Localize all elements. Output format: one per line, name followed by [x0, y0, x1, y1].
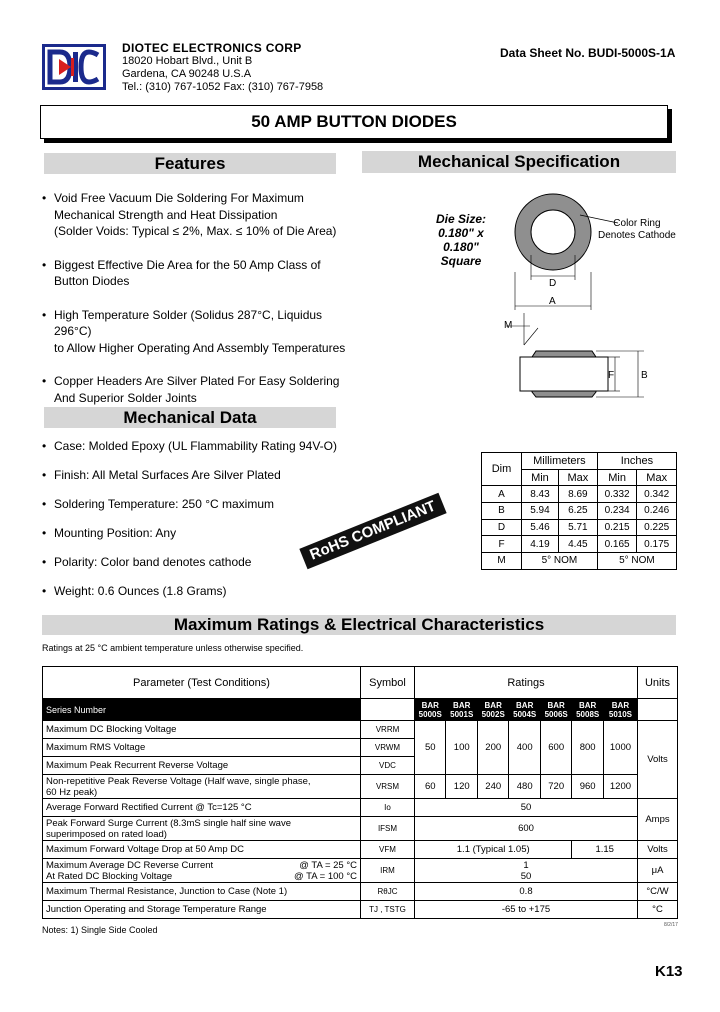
param-cell: Maximum DC Blocking Voltage — [43, 721, 361, 739]
address-line-1: 18020 Hobart Blvd., Unit B — [122, 55, 253, 67]
param-cell: Maximum Peak Recurrent Reverse Voltage — [43, 757, 361, 775]
param-text: At Rated DC Blocking Voltage — [46, 870, 173, 882]
symbol-cell: VRSM — [361, 775, 415, 799]
table-row — [43, 841, 678, 859]
param-line: Non-repetitive Peak Reverse Voltage (Half wave, single phase, — [46, 775, 311, 787]
company-name: DIOTEC ELECTRONICS CORP — [122, 41, 302, 55]
value-cell: 400 — [509, 721, 540, 775]
max-ratings-heading: Maximum Ratings & Electrical Characteristics — [42, 615, 676, 635]
feature-line: Mechanical Strength and Heat Dissipation — [54, 207, 278, 222]
dim-cell: F — [482, 536, 522, 553]
dim-f-label: F — [608, 370, 615, 381]
series-number-label: Series Number — [43, 699, 361, 721]
param-line: 60 Hz peak) — [46, 786, 98, 798]
die-size-line: Die Size: — [435, 212, 486, 226]
features-heading: Features — [44, 153, 336, 174]
value-cell — [415, 859, 638, 883]
dim-cell: 8.43 — [522, 486, 559, 503]
ratings-header: Ratings — [415, 667, 638, 699]
feature-line: • Copper Headers Are Silver Plated For Easy Soldering — [54, 374, 340, 388]
dim-cell: 4.19 — [522, 536, 559, 553]
value-cell: 960 — [572, 775, 603, 799]
document-title: 50 AMP BUTTON DIODES — [40, 105, 668, 139]
series-symbol-cell — [361, 699, 415, 721]
datasheet-number: Data Sheet No. BUDI-5000S-1A — [500, 46, 676, 60]
die-size-line: 0.180" x 0.180" — [438, 226, 484, 254]
feature-line: • Void Free Vacuum Die Soldering For Maximum — [54, 191, 304, 205]
unit-cell: °C/W — [638, 883, 678, 901]
param-cell: Maximum Thermal Resistance, Junction to Case (Note 1) — [43, 883, 361, 901]
mech-data-item: • Soldering Temperature: 250 °C maximum — [42, 496, 372, 513]
dim-cell: 5.94 — [522, 503, 559, 520]
feature-line: Button Diodes — [54, 274, 130, 288]
condition-text: @ TA = 100 °C — [294, 870, 357, 882]
features-list — [42, 190, 362, 406]
dim-a-label: A — [549, 296, 556, 307]
value-cell: 240 — [477, 775, 508, 799]
value-cell: 60 — [415, 775, 446, 799]
mech-data-item: • Weight: 0.6 Ounces (1.8 Grams) — [42, 583, 372, 600]
mm-header: Millimeters — [522, 453, 598, 470]
param-cell — [43, 817, 361, 841]
value-cell: 720 — [540, 775, 571, 799]
dim-cell: 4.45 — [558, 536, 597, 553]
value-line: 50 — [520, 870, 532, 882]
dim-cell: 0.175 — [637, 536, 677, 553]
dim-cell: 0.165 — [597, 536, 637, 553]
mech-data-item: • Case: Molded Epoxy (UL Flammability Rating 94V-O) — [42, 438, 372, 455]
value-cell: 600 — [415, 817, 638, 841]
button-body-side — [520, 357, 608, 391]
revision-code: 8/2/17 — [664, 922, 678, 928]
symbol-cell: RθJC — [361, 883, 415, 901]
feature-item — [42, 257, 362, 290]
dim-cell: A — [482, 486, 522, 503]
value-cell: 0.8 — [415, 883, 638, 901]
table-row — [43, 775, 678, 799]
table-row — [43, 721, 678, 739]
param-line: superimposed on rated load) — [46, 828, 167, 840]
dim-m-label: M — [504, 320, 513, 331]
die-size-line: Square — [440, 254, 482, 268]
param-line: Peak Forward Surge Current (8.3mS single half sine wave — [46, 817, 292, 829]
param-line — [46, 871, 357, 882]
param-text: Maximum Average DC Reverse Current — [46, 859, 214, 871]
symbol-cell: VRRM — [361, 721, 415, 739]
feature-line: (Solder Voids: Typical ≤ 2%, Max. ≤ 10% of Die Area) — [54, 224, 337, 238]
in-min-header: Min — [597, 469, 637, 486]
dim-cell: 6.25 — [558, 503, 597, 520]
table-row — [482, 553, 677, 570]
unit-cell: Volts — [638, 721, 678, 799]
condition-text: @ TA = 25 °C — [299, 859, 357, 871]
symbol-cell: VDC — [361, 757, 415, 775]
symbol-cell: VRWM — [361, 739, 415, 757]
dim-cell: 0.332 — [597, 486, 637, 503]
series-unit-cell — [638, 699, 678, 721]
unit-cell: °C — [638, 901, 678, 919]
unit-cell: μA — [638, 859, 678, 883]
value-cell: 480 — [509, 775, 540, 799]
feature-item — [42, 307, 362, 357]
table-row — [482, 503, 677, 520]
value-cell: 120 — [446, 775, 477, 799]
color-ring-line: Color Ring — [613, 218, 661, 229]
symbol-cell: IFSM — [361, 817, 415, 841]
dim-b-label: B — [641, 370, 648, 381]
value-cell: 50 — [415, 721, 446, 775]
param-line — [46, 860, 357, 871]
param-cell: Junction Operating and Storage Temperature Range — [43, 901, 361, 919]
param-cell: Average Forward Rectified Current @ Tc=125 °C — [43, 799, 361, 817]
feature-item — [42, 190, 362, 240]
symbol-header: Symbol — [361, 667, 415, 699]
mech-data-item: • Finish: All Metal Surfaces Are Silver Plated — [42, 467, 372, 484]
symbol-cell: VFM — [361, 841, 415, 859]
feature-line: to Allow Higher Operating And Assembly Temperatures — [54, 340, 346, 355]
feature-line: • High Temperature Solder (Solidus 287°C, Liquidus 296°C) — [54, 307, 323, 338]
table-row — [43, 817, 678, 841]
notes: Notes: 1) Single Side Cooled — [42, 925, 158, 935]
inches-header: Inches — [597, 453, 676, 470]
mech-spec-heading: Mechanical Specification — [362, 151, 676, 173]
address-line-2: Gardena, CA 90248 U.S.A — [122, 68, 252, 80]
rohs-badge: RoHS COMPLIANT — [299, 493, 446, 570]
die-size-label — [420, 212, 502, 268]
table-row — [43, 799, 678, 817]
table-row — [482, 536, 677, 553]
dim-d-label: D — [549, 278, 557, 289]
ratings-table — [42, 666, 678, 919]
mech-data-item: • Mounting Position: Any — [42, 525, 372, 542]
value-cell: 1.1 (Typical 1.05) — [415, 841, 572, 859]
dim-cell: D — [482, 519, 522, 536]
logo-graphic — [45, 47, 103, 87]
in-max-header: Max — [637, 469, 677, 486]
series-bar5010s: BAR 5010S — [603, 699, 637, 721]
dim-cell: M — [482, 553, 522, 570]
table-row — [43, 883, 678, 901]
symbol-cell: TJ , TSTG — [361, 901, 415, 919]
mech-data-list — [42, 438, 372, 600]
table-row — [482, 486, 677, 503]
unit-cell: Volts — [638, 841, 678, 859]
param-cell — [43, 775, 361, 799]
table-row — [482, 519, 677, 536]
dim-header: Dim — [482, 453, 522, 486]
dim-cell: 0.225 — [637, 519, 677, 536]
symbol-cell: IRM — [361, 859, 415, 883]
series-bar5008s: BAR 5008S — [572, 699, 603, 721]
feature-line: • Biggest Effective Die Area for the 50 Amp Class of — [54, 257, 321, 272]
value-cell: 800 — [572, 721, 603, 775]
table-row — [43, 859, 678, 883]
value-cell: -65 to +175 — [415, 901, 638, 919]
dim-cell: 5° NOM — [597, 553, 676, 570]
units-header: Units — [638, 667, 678, 699]
dim-cell: 5.71 — [558, 519, 597, 536]
dim-cell: 8.69 — [558, 486, 597, 503]
series-bar5004s: BAR 5004S — [509, 699, 540, 721]
mech-data-heading: Mechanical Data — [44, 407, 336, 428]
param-cell: Maximum Forward Voltage Drop at 50 Amp DC — [43, 841, 361, 859]
phone-fax: Tel.: (310) 767-1052 Fax: (310) 767-7958 — [122, 81, 324, 93]
dim-cell: 5° NOM — [522, 553, 598, 570]
feature-item — [42, 373, 362, 406]
series-bar5001s: BAR 5001S — [446, 699, 477, 721]
value-cell: 1000 — [603, 721, 637, 775]
dim-cell: 0.215 — [597, 519, 637, 536]
value-cell: 200 — [477, 721, 508, 775]
value-cell: 100 — [446, 721, 477, 775]
table-row — [43, 901, 678, 919]
symbol-cell: Io — [361, 799, 415, 817]
series-bar5002s: BAR 5002S — [477, 699, 508, 721]
feature-line: And Superior Solder Joints — [54, 390, 197, 405]
dim-cell: 0.234 — [597, 503, 637, 520]
param-cell: Maximum RMS Voltage — [43, 739, 361, 757]
dim-cell: B — [482, 503, 522, 520]
param-header: Parameter (Test Conditions) — [43, 667, 361, 699]
color-ring-line: Denotes Cathode — [598, 230, 676, 241]
series-bar5000s: BAR 5000S — [415, 699, 446, 721]
mm-max-header: Max — [558, 469, 597, 486]
dim-cell: 5.46 — [522, 519, 559, 536]
dimension-table — [481, 452, 677, 570]
series-bar5006s: BAR 5006S — [540, 699, 571, 721]
param-cell — [43, 859, 361, 883]
value-cell: 1200 — [603, 775, 637, 799]
page-number: K13 — [655, 963, 683, 980]
dim-cell: 0.246 — [637, 503, 677, 520]
value-line: 1 — [523, 859, 529, 871]
mech-data-item: • Polarity: Color band denotes cathode — [42, 554, 372, 571]
value-cell: 600 — [540, 721, 571, 775]
color-ring-label — [598, 218, 676, 242]
company-logo — [42, 44, 106, 90]
ratings-subnote: Ratings at 25 °C ambient temperature unless otherwise specified. — [42, 643, 304, 653]
value-cell: 50 — [415, 799, 638, 817]
value-cell: 1.15 — [572, 841, 638, 859]
button-inner-face — [531, 210, 575, 254]
dim-cell: 0.342 — [637, 486, 677, 503]
mm-min-header: Min — [522, 469, 559, 486]
company-info — [122, 42, 323, 94]
unit-cell: Amps — [638, 799, 678, 841]
